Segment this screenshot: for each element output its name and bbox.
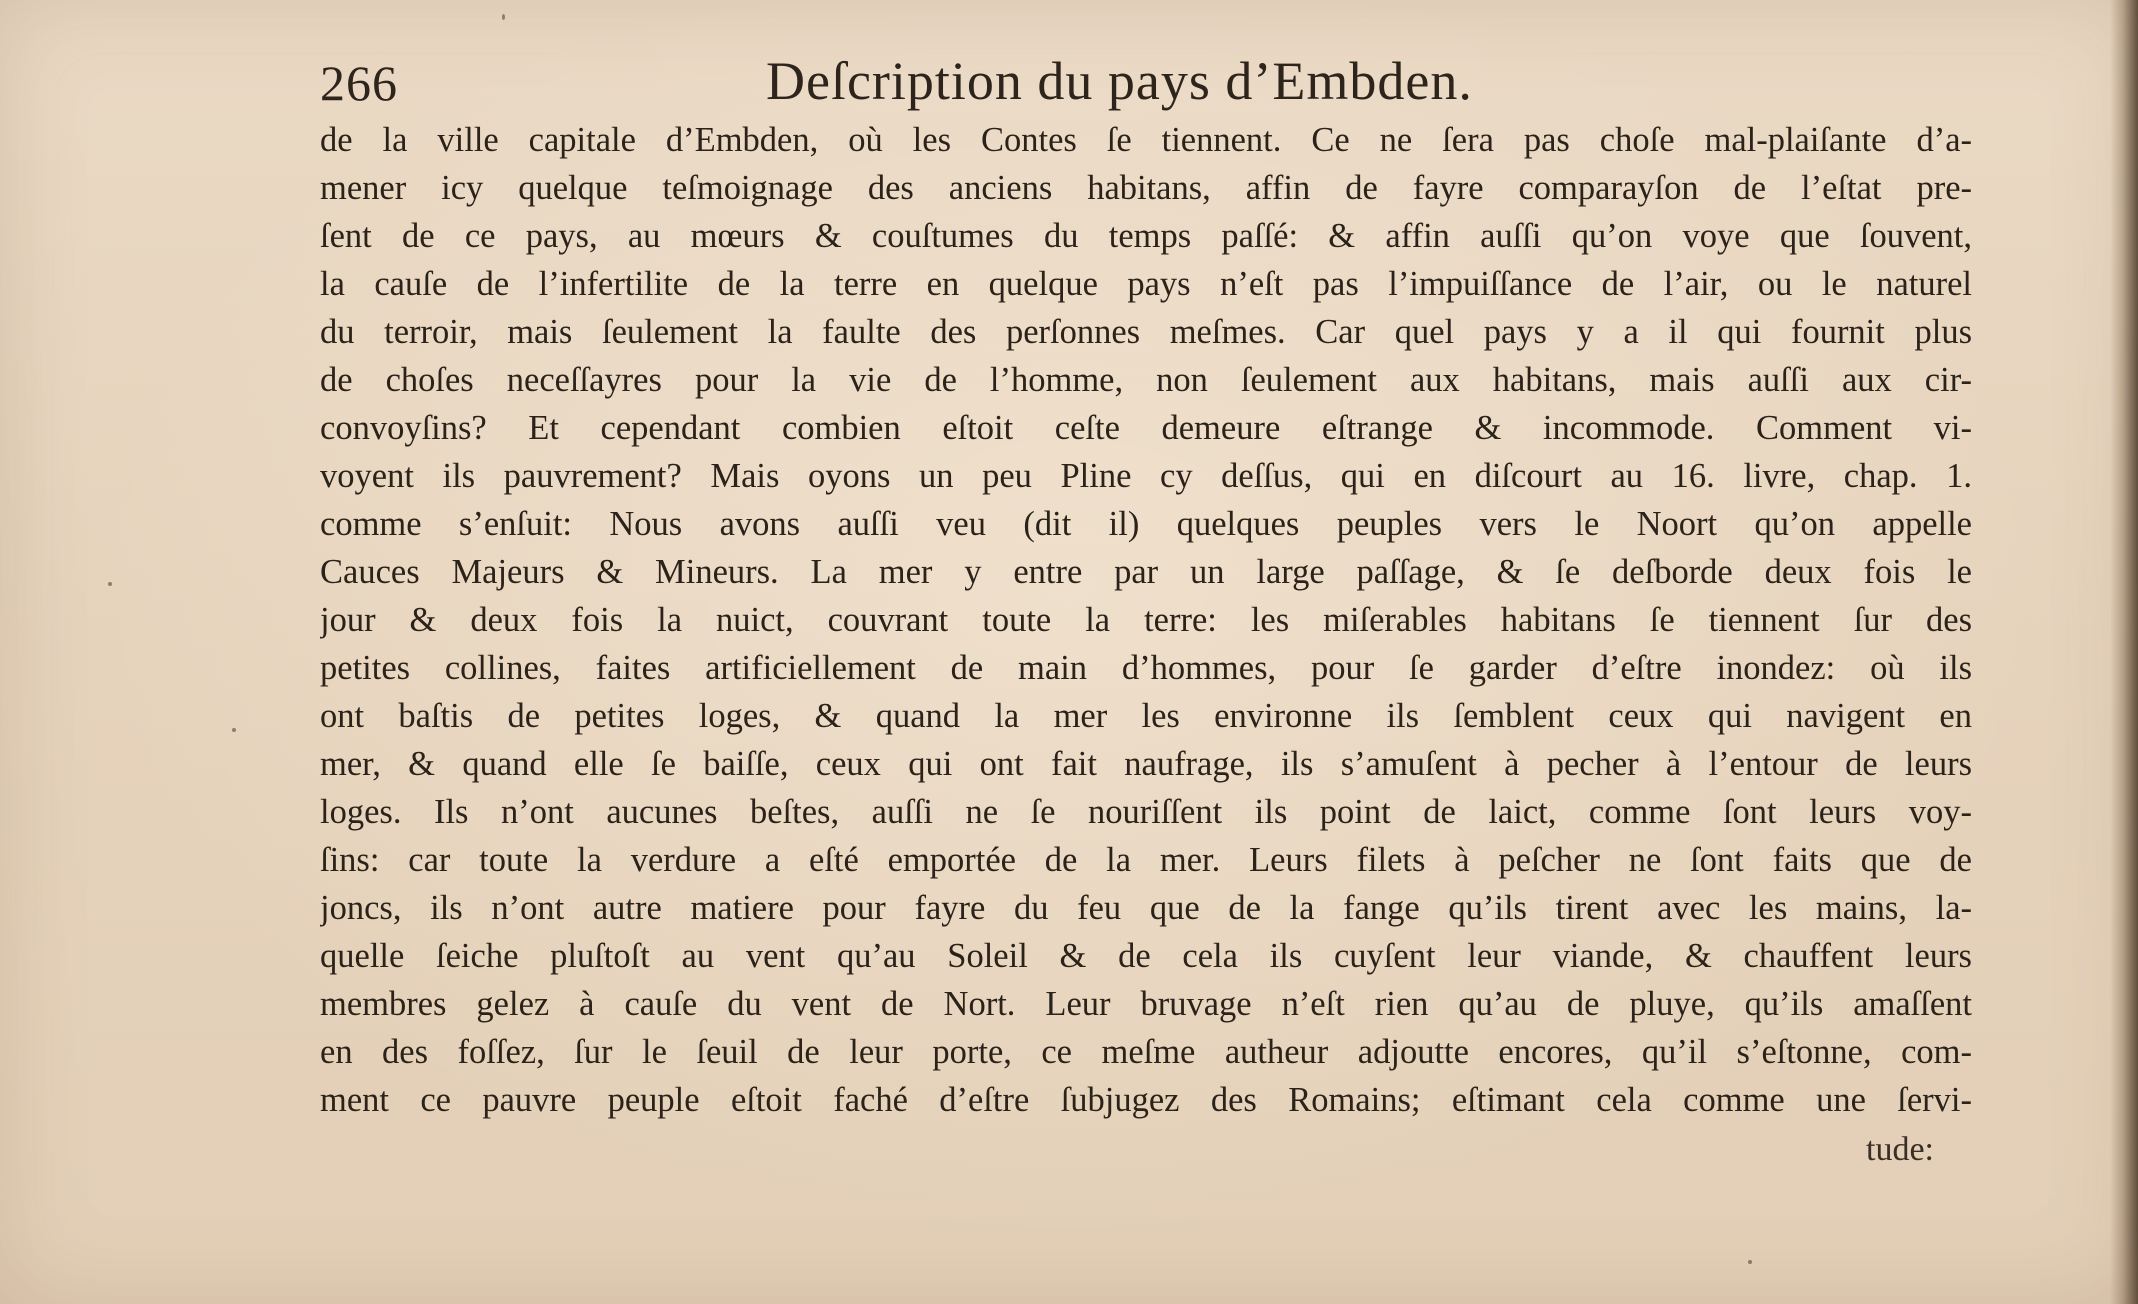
text-line: de choſes neceſſayres pour la vie de l’homme, non ſeulement aux habitans, mais auſſi aux cir- <box>320 361 1972 399</box>
text-line: du terroir, mais ſeulement la faulte des perſonnes meſmes. Car quel pays y a il qui fournit plus <box>320 313 1972 351</box>
text-line: ſins: car toute la verdure a eſté emportée de la mer. Leurs filets à peſcher ne ſont faits que de <box>320 841 1972 879</box>
text-line: de la ville capitale d’Embden, où les Contes ſe tiennent. Ce ne ſera pas choſe mal-plaiſante d’a- <box>320 121 1972 159</box>
page-number: 266 <box>320 55 398 111</box>
text-line: ſent de ce pays, au mœurs & couſtumes du temps paſſé: & affin auſſi qu’on voye que ſouvent, <box>320 217 1972 255</box>
page-gutter-shadow <box>2110 0 2138 1304</box>
text-line: la cauſe de l’infertilite de la terre en quelque pays n’eſt pas l’impuiſſance de l’air, ou le naturel <box>320 265 1972 303</box>
text-line: loges. Ils n’ont aucunes beſtes, auſſi ne ſe nouriſſent ils point de laict, comme ſont leurs voy- <box>320 793 1972 831</box>
paper-speck <box>108 582 112 586</box>
text-line: membres gelez à cauſe du vent de Nort. Leur bruvage n’eſt rien qu’au de pluye, qu’ils amaſſent <box>320 985 1972 1023</box>
text-line: joncs, ils n’ont autre matiere pour fayre du feu que de la fange qu’ils tirent avec les mains, la- <box>320 889 1972 927</box>
text-line: mener icy quelque teſmoignage des anciens habitans, affin de fayre comparayſon de l’eſtat pre- <box>320 169 1972 207</box>
text-line: en des foſſez, ſur le ſeuil de leur porte, ce meſme autheur adjoutte encores, qu’il s’eſtonne, com- <box>320 1033 1972 1071</box>
text-line: quelle ſeiche pluſtoſt au vent qu’au Soleil & de cela ils cuyſent leur viande, & chauffent leurs <box>320 937 1972 975</box>
text-line: Cauces Majeurs & Mineurs. La mer y entre par un large paſſage, & ſe deſborde deux fois le <box>320 553 1972 591</box>
paper-speck <box>502 14 505 20</box>
text-line: mer, & quand elle ſe baiſſe, ceux qui ont fait naufrage, ils s’amuſent à pecher à l’entour de leurs <box>320 745 1972 783</box>
text-line: petites collines, faites artificiellement de main d’hommes, pour ſe garder d’eſtre inondez: où ils <box>320 649 1972 687</box>
text-line: jour & deux fois la nuict, couvrant toute la terre: les miſerables habitans ſe tiennent ſur des <box>320 601 1972 639</box>
text-line: comme s’enſuit: Nous avons auſſi veu (dit il) quelques peuples vers le Noort qu’on appelle <box>320 505 1972 543</box>
paper-speck <box>1748 1260 1752 1264</box>
running-title: Deſcription du pays d’Embden. <box>766 51 1473 111</box>
paper-speck <box>232 728 236 732</box>
text-line: voyent ils pauvrement? Mais oyons un peu Pline cy deſſus, qui en diſcourt au 16. livre, chap. 1. <box>320 457 1972 495</box>
text-line: ont baſtis de petites loges, & quand la mer les environne ils ſemblent ceux qui navigent en <box>320 697 1972 735</box>
text-line: ment ce pauvre peuple eſtoit faché d’eſtre ſubjugez des Romains; eſtimant cela comme une ſervi- <box>320 1081 1972 1119</box>
catchword: tude: <box>1866 1131 1934 1168</box>
body-text <box>320 116 1972 1124</box>
text-line: convoyſins? Et cependant combien eſtoit ceſte demeure eſtrange & incommode. Comment vi- <box>320 409 1972 447</box>
